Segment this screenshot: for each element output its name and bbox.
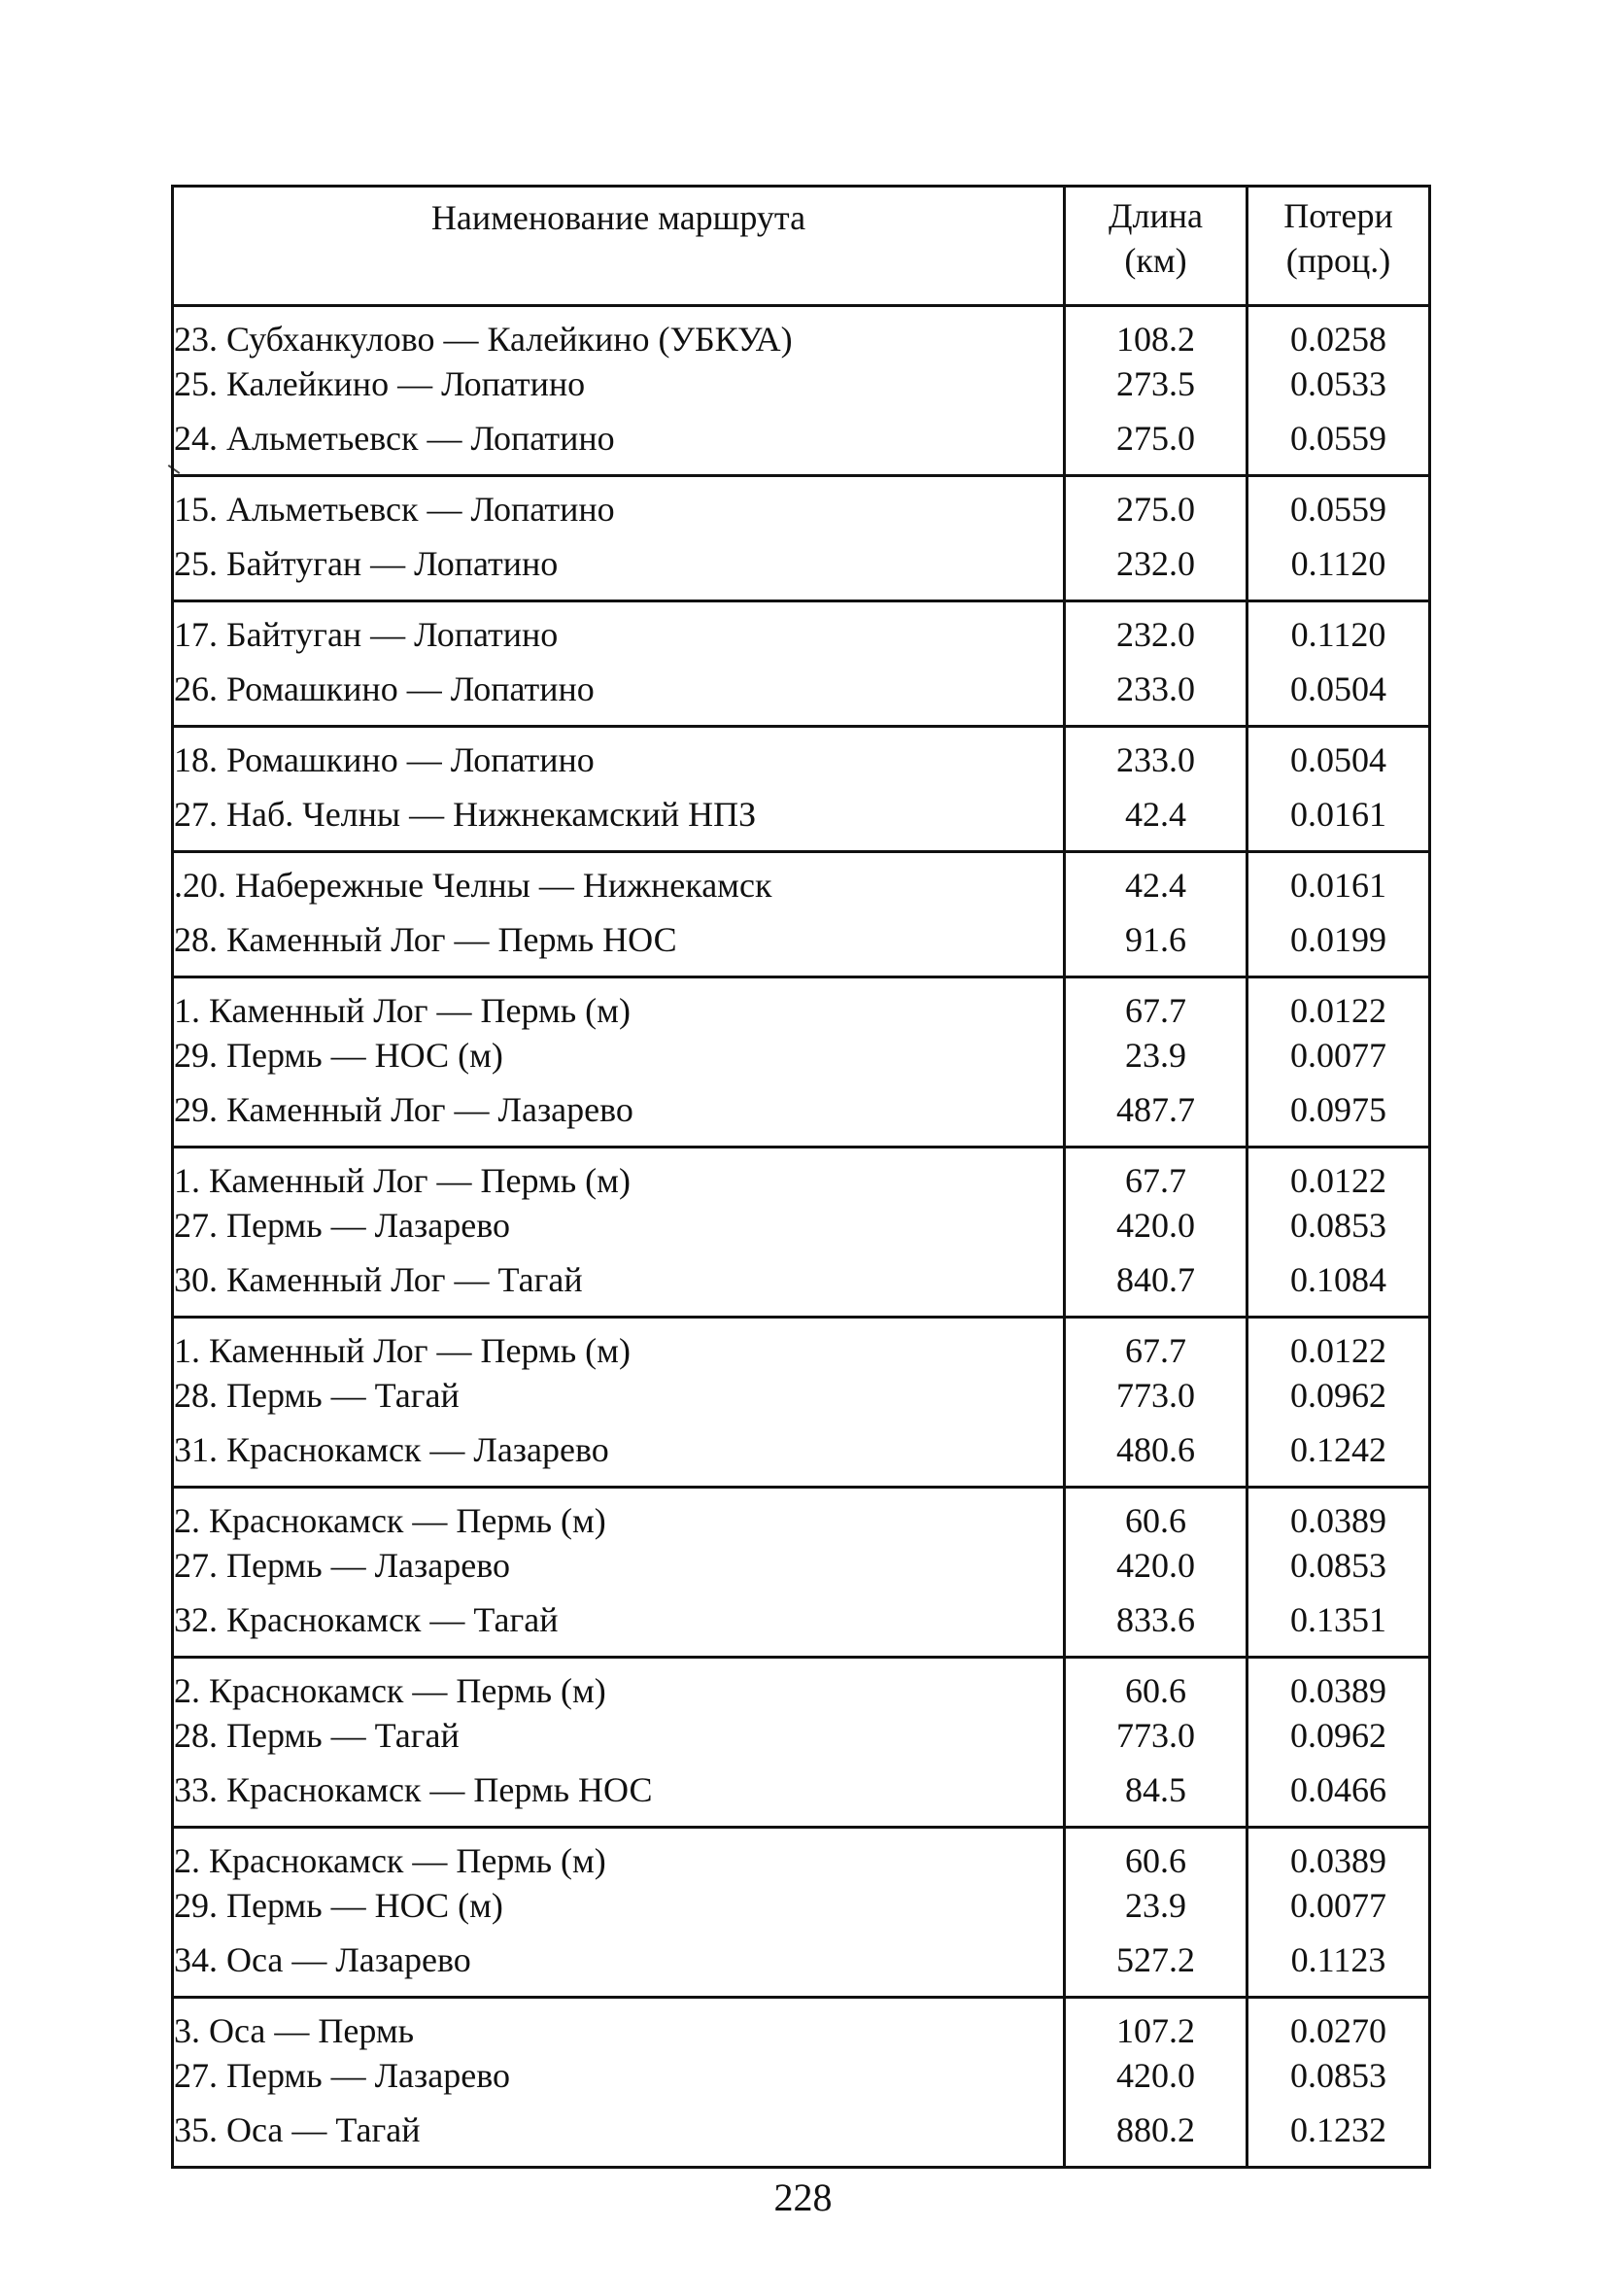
sub-route-name: 1. Каменный Лог — Пермь (м) — [173, 1318, 1065, 1374]
sub-route-loss: 0.0389 — [1247, 1828, 1430, 1884]
route-length: 833.6 — [1065, 1588, 1247, 1658]
sub-route-length: 232.0 — [1065, 601, 1247, 658]
sub-route-row — [173, 1998, 1430, 2054]
sub-route-length: 233.0 — [1065, 727, 1247, 783]
sub-route-row — [173, 852, 1430, 908]
header-row — [173, 187, 1430, 306]
sub-route-row — [173, 727, 1430, 783]
sub-route-row — [173, 476, 1430, 532]
sub-route-row — [173, 1883, 1430, 1928]
route-length: 233.0 — [1065, 657, 1247, 727]
route-row — [173, 782, 1430, 852]
sub-route-name: 1. Каменный Лог — Пермь (м) — [173, 1148, 1065, 1204]
sub-route-loss: 0.0853 — [1247, 1203, 1430, 1248]
sub-route-row — [173, 1318, 1430, 1374]
sub-route-loss: 0.0853 — [1247, 1543, 1430, 1588]
sub-route-length: 67.7 — [1065, 1148, 1247, 1204]
sub-route-length: 273.5 — [1065, 361, 1247, 406]
sub-route-name: 28. Пермь — Тагай — [173, 1373, 1065, 1418]
sub-route-loss: 0.0389 — [1247, 1488, 1430, 1544]
sub-route-name: 29. Пермь — НОС (м) — [173, 1033, 1065, 1078]
sub-route-length: 107.2 — [1065, 1998, 1247, 2054]
sub-route-length: 420.0 — [1065, 1543, 1247, 1588]
route-group — [173, 1828, 1430, 1998]
sub-route-loss: 0.0962 — [1247, 1373, 1430, 1418]
route-row — [173, 1078, 1430, 1148]
route-length: 91.6 — [1065, 908, 1247, 977]
route-loss: 0.1242 — [1247, 1418, 1430, 1488]
sub-route-length: 60.6 — [1065, 1488, 1247, 1544]
route-row — [173, 1758, 1430, 1828]
sub-route-row — [173, 1713, 1430, 1758]
sub-route-name: 25. Калейкино — Лопатино — [173, 361, 1065, 406]
route-length: 42.4 — [1065, 782, 1247, 852]
route-loss: 0.0161 — [1247, 782, 1430, 852]
route-length: 487.7 — [1065, 1078, 1247, 1148]
sub-route-loss: 0.0122 — [1247, 1148, 1430, 1204]
sub-route-name: 17. Байтуган — Лопатино — [173, 601, 1065, 658]
route-group — [173, 852, 1430, 977]
header-name-text: Наименование маршрута — [430, 198, 806, 237]
header-loss — [1247, 187, 1430, 306]
sub-route-loss: 0.0122 — [1247, 1318, 1430, 1374]
sub-route-loss: 0.0077 — [1247, 1883, 1430, 1928]
route-loss: 0.0975 — [1247, 1078, 1430, 1148]
header-loss-line2: (проц.) — [1285, 241, 1391, 280]
sub-route-name: 18. Ромашкино — Лопатино — [173, 727, 1065, 783]
route-length: 527.2 — [1065, 1928, 1247, 1998]
sub-route-name: 27. Пермь — Лазарево — [173, 2053, 1065, 2098]
route-group — [173, 1318, 1430, 1488]
sub-route-row — [173, 1658, 1430, 1714]
route-group — [173, 306, 1430, 476]
sub-route-length: 773.0 — [1065, 1373, 1247, 1418]
sub-route-name: 3. Оса — Пермь — [173, 1998, 1065, 2054]
sub-route-name: 2. Краснокамск — Пермь (м) — [173, 1658, 1065, 1714]
header-loss-line1: Потери — [1283, 196, 1393, 235]
sub-route-name: 1. Каменный Лог — Пермь (м) — [173, 977, 1065, 1034]
route-name: 29. Каменный Лог — Лазарево — [173, 1078, 1065, 1148]
sub-route-loss: 0.0258 — [1247, 306, 1430, 362]
sub-route-length: 42.4 — [1065, 852, 1247, 908]
sub-route-length: 420.0 — [1065, 1203, 1247, 1248]
route-length: 232.0 — [1065, 531, 1247, 601]
sub-route-row — [173, 601, 1430, 658]
route-row — [173, 908, 1430, 977]
route-name: 33. Краснокамск — Пермь НОС — [173, 1758, 1065, 1828]
sub-route-name: 29. Пермь — НОС (м) — [173, 1883, 1065, 1928]
sub-route-row — [173, 1203, 1430, 1248]
route-loss: 0.0199 — [1247, 908, 1430, 977]
sub-route-length: 108.2 — [1065, 306, 1247, 362]
route-row — [173, 406, 1430, 476]
route-loss: 0.1123 — [1247, 1928, 1430, 1998]
sub-route-loss: 0.0962 — [1247, 1713, 1430, 1758]
sub-route-length: 60.6 — [1065, 1828, 1247, 1884]
sub-route-length: 773.0 — [1065, 1713, 1247, 1758]
header-length-line1: Длина — [1108, 196, 1204, 235]
route-loss: 0.1232 — [1247, 2098, 1430, 2168]
route-group — [173, 1148, 1430, 1318]
sub-route-loss: 0.0077 — [1247, 1033, 1430, 1078]
route-row — [173, 1928, 1430, 1998]
route-group — [173, 977, 1430, 1148]
route-group — [173, 727, 1430, 852]
sub-route-name: 27. Пермь — Лазарево — [173, 1203, 1065, 1248]
route-row — [173, 1248, 1430, 1318]
sub-route-row — [173, 361, 1430, 406]
route-loss: 0.1351 — [1247, 1588, 1430, 1658]
sub-route-row — [173, 1033, 1430, 1078]
sub-route-length: 67.7 — [1065, 977, 1247, 1034]
sub-route-length: 420.0 — [1065, 2053, 1247, 2098]
route-name: 35. Оса — Тагай — [173, 2098, 1065, 2168]
sub-route-row — [173, 1828, 1430, 1884]
route-group — [173, 476, 1430, 601]
route-length: 84.5 — [1065, 1758, 1247, 1828]
route-name: 26. Ромашкино — Лопатино — [173, 657, 1065, 727]
sub-route-row — [173, 1488, 1430, 1544]
sub-route-loss: 0.0559 — [1247, 476, 1430, 532]
route-loss: 0.0466 — [1247, 1758, 1430, 1828]
route-name: 31. Краснокамск — Лазарево — [173, 1418, 1065, 1488]
route-table — [171, 185, 1431, 2169]
route-row — [173, 2098, 1430, 2168]
sub-route-loss: 0.1120 — [1247, 601, 1430, 658]
sub-route-row — [173, 1373, 1430, 1418]
sub-route-loss: 0.0161 — [1247, 852, 1430, 908]
route-group — [173, 601, 1430, 727]
sub-route-name: .20. Набережные Челны — Нижнекамск — [173, 852, 1065, 908]
sub-route-name: 27. Пермь — Лазарево — [173, 1543, 1065, 1588]
sub-route-length: 275.0 — [1065, 476, 1247, 532]
sub-route-loss: 0.0389 — [1247, 1658, 1430, 1714]
sub-route-length: 67.7 — [1065, 1318, 1247, 1374]
route-row — [173, 531, 1430, 601]
route-length: 275.0 — [1065, 406, 1247, 476]
sub-route-loss: 0.0270 — [1247, 1998, 1430, 2054]
route-loss: 0.0504 — [1247, 657, 1430, 727]
route-name: 27. Наб. Челны — Нижнекамский НПЗ — [173, 782, 1065, 852]
sub-route-row — [173, 977, 1430, 1034]
route-name: 34. Оса — Лазарево — [173, 1928, 1065, 1998]
route-row — [173, 657, 1430, 727]
route-length: 880.2 — [1065, 2098, 1247, 2168]
route-length: 840.7 — [1065, 1248, 1247, 1318]
route-name: 32. Краснокамск — Тагай — [173, 1588, 1065, 1658]
route-row — [173, 1588, 1430, 1658]
route-group — [173, 1998, 1430, 2168]
header-name — [173, 187, 1065, 306]
header-length — [1065, 187, 1247, 306]
sub-route-loss: 0.0853 — [1247, 2053, 1430, 2098]
sub-route-name: 15. Альметьевск — Лопатино — [173, 476, 1065, 532]
header-length-line2: (км) — [1124, 241, 1187, 280]
sub-route-name: 2. Краснокамск — Пермь (м) — [173, 1488, 1065, 1544]
route-length: 480.6 — [1065, 1418, 1247, 1488]
route-loss: 0.1120 — [1247, 531, 1430, 601]
sub-route-row — [173, 1543, 1430, 1588]
route-group — [173, 1658, 1430, 1828]
sub-route-name: 2. Краснокамск — Пермь (м) — [173, 1828, 1065, 1884]
route-name: 24. Альметьевск — Лопатино — [173, 406, 1065, 476]
route-group — [173, 1488, 1430, 1658]
sub-route-name: 28. Пермь — Тагай — [173, 1713, 1065, 1758]
route-loss: 0.0559 — [1247, 406, 1430, 476]
route-loss: 0.1084 — [1247, 1248, 1430, 1318]
route-name: 28. Каменный Лог — Пермь НОС — [173, 908, 1065, 977]
sub-route-loss: 0.0504 — [1247, 727, 1430, 783]
sub-route-length: 23.9 — [1065, 1883, 1247, 1928]
sub-route-name: 23. Субханкулово — Калейкино (УБКУА) — [173, 306, 1065, 362]
sub-route-loss: 0.0533 — [1247, 361, 1430, 406]
route-row — [173, 1418, 1430, 1488]
sub-route-length: 60.6 — [1065, 1658, 1247, 1714]
sub-route-row — [173, 1148, 1430, 1204]
sub-route-loss: 0.0122 — [1247, 977, 1430, 1034]
sub-route-row — [173, 2053, 1430, 2098]
sub-route-length: 23.9 — [1065, 1033, 1247, 1078]
page-number: 228 — [773, 2176, 833, 2219]
route-name: 30. Каменный Лог — Тагай — [173, 1248, 1065, 1318]
route-name: 25. Байтуган — Лопатино — [173, 531, 1065, 601]
sub-route-row — [173, 306, 1430, 362]
